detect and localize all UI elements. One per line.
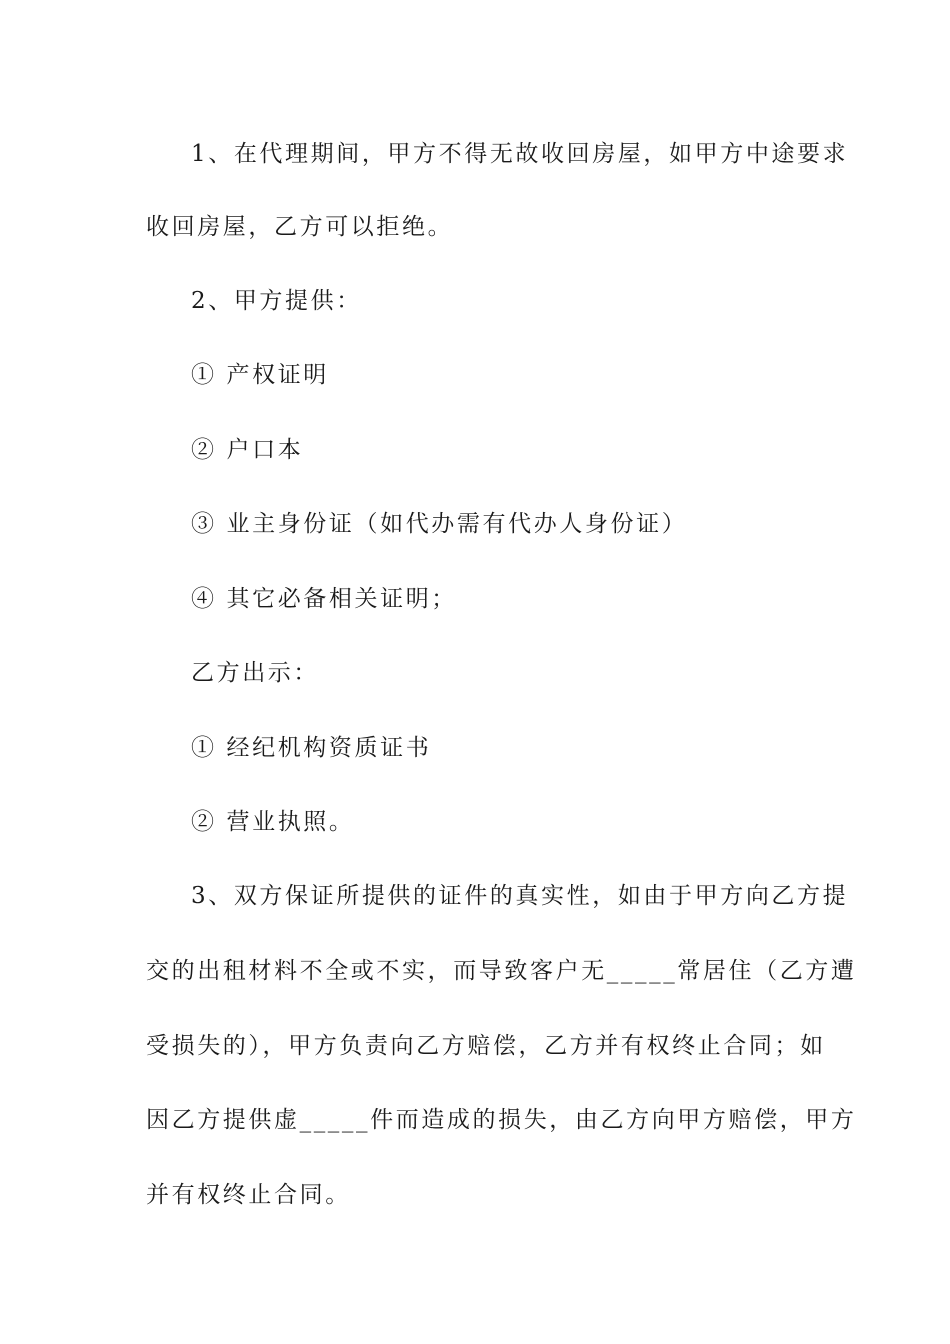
list-item-household-register: ② 户口本 <box>191 437 304 463</box>
clause-1-line-2: 收回房屋，乙方可以拒绝。 <box>146 214 454 240</box>
list-item-business-license: ② 营业执照。 <box>191 809 355 835</box>
clause-1-line-1: 1、在代理期间，甲方不得无故收回房屋，如甲方中途要求 <box>191 141 849 167</box>
clause-2-heading: 2、甲方提供： <box>191 288 362 314</box>
clause-3-line-5: 并有权终止合同。 <box>146 1182 351 1208</box>
list-item-agency-certificate: ① 经纪机构资质证书 <box>191 735 432 761</box>
clause-3-line-4: 因乙方提供虚_____件而造成的损失，由乙方向甲方赔偿，甲方 <box>146 1107 857 1133</box>
clause-3-line-1: 3、双方保证所提供的证件的真实性，如由于甲方向乙方提 <box>191 883 849 909</box>
list-item-owner-id: ③ 业主身份证（如代办需有代办人身份证） <box>191 511 688 537</box>
clause-3-line-3: 受损失的），甲方负责向乙方赔偿，乙方并有权终止合同；如 <box>146 1033 826 1059</box>
list-item-property-certificate: ① 产权证明 <box>191 362 329 388</box>
party-b-heading: 乙方出示： <box>191 660 319 686</box>
clause-3-line-2: 交的出租材料不全或不实，而导致客户无_____常居住（乙方遭 <box>146 958 857 984</box>
list-item-other-proofs: ④ 其它必备相关证明； <box>191 586 457 612</box>
